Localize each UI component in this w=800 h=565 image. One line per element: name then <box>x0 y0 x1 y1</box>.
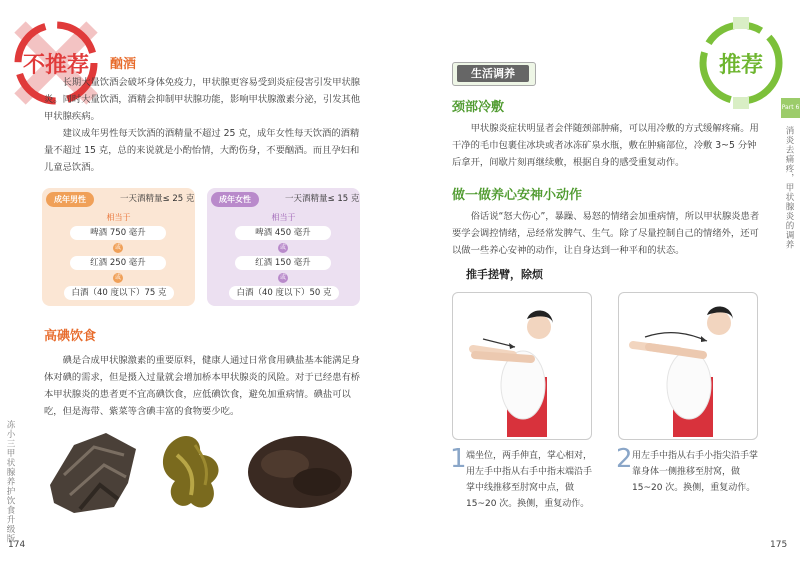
female-row-spirits: 白酒（40 度以下）50 克 <box>229 286 339 300</box>
heading-cold-compress: 颈部冷敷 <box>452 100 505 115</box>
badge-label: 推荐 <box>718 53 763 78</box>
male-row-beer: 啤酒 750 毫升 <box>70 226 166 240</box>
cold-compress-paragraph: 甲状腺炎症状明显者会伴随颈部肿痛，可以用冷敷的方式缓解疼痛。用干净的毛巾包裹住冰块或者冰冻矿泉水瓶，敷在肿痛部位，冷敷 3~5 分钟后拿开，间歇片刻再继续敷，根据自身的感受重复动作。 <box>452 123 759 168</box>
female-alcohol-card <box>207 188 360 306</box>
left-side-text: 冻小三甲状腺养护饮食升级版 <box>5 420 15 544</box>
badge-label: 不推荐 <box>22 53 89 78</box>
part-tab <box>781 98 800 118</box>
female-limit: 一天酒精量≤ 15 克 <box>285 194 360 204</box>
left-page-number: 174 <box>8 540 26 550</box>
female-row-wine: 红酒 150 毫升 <box>235 256 331 270</box>
male-row-wine: 红酒 250 毫升 <box>70 256 166 270</box>
recommended-badge <box>693 15 789 111</box>
right-page <box>400 0 800 565</box>
alcohol-paragraph-2: 建议成年男性每天饮酒的酒精量不超过 25 克，成年女性每天饮酒的酒精量不超过 15 克，总的来说就是小酌怡情，大酌伤身，不要酗酒。而且孕妇和儿童忌饮酒。 <box>44 128 360 173</box>
male-or-2: 或 <box>114 274 121 281</box>
female-or-1: 或 <box>279 244 286 251</box>
heading-iodine: 高碘饮食 <box>44 329 97 344</box>
female-or-2: 或 <box>279 274 286 281</box>
step-1-number: 1 <box>450 444 467 474</box>
kelp-dried-image <box>44 425 144 517</box>
heading-alcohol: 酗酒 <box>110 57 137 72</box>
male-or-1: 或 <box>114 244 121 251</box>
right-page-number: 175 <box>770 540 788 550</box>
female-equiv: 相当于 <box>271 213 296 222</box>
section-label <box>452 62 536 86</box>
exercise-photo-2 <box>618 292 758 440</box>
alcohol-paragraph-1: 长期大量饮酒会破坏身体免疫力，甲状腺更容易受到炎症侵害引发甲状腺炎。同时大量饮酒，酒精会抑制甲状腺功能，影响甲状腺激素分泌，引发其他甲状腺疾病。 <box>44 77 361 122</box>
male-tag: 成年男性 <box>46 192 94 207</box>
male-limit: 一天酒精量≤ 25 克 <box>120 194 195 204</box>
step-1-text: 端坐位，两手伸直，掌心相对，用左手中指从右手中指末端沿手掌中线推移至肘窝中点，做 15~20 次。换侧，重复动作。 <box>466 451 593 509</box>
iodine-paragraph: 碘是合成甲状腺激素的重要原料，健康人通过日常食用碘盐基本能满足身体对碘的需求，但是摄入过量就会增加桥本甲状腺炎的风险。对于已经患有桥本甲状腺炎的患者更不宜高碘饮食，应低碘饮食，避免加重病情。碘盐可以吃，但是海带、紫菜等含碘丰富的食物要少吃。 <box>44 355 361 417</box>
exercise-title: 推手搓臂，除烦 <box>466 268 543 281</box>
male-alcohol-card <box>42 188 195 306</box>
heading-calm-exercise: 做一做养心安神小动作 <box>452 188 583 203</box>
step-2-text: 用左手中指从右手小指尖沿手掌靠身体一侧推移至肘窝，做 15~20 次。换侧，重复动作。 <box>632 451 759 493</box>
exercise-photo-1 <box>452 292 592 440</box>
step-2-number: 2 <box>616 444 633 474</box>
calm-exercise-paragraph: 俗话说“怒大伤心”，暴躁、易怒的情绪会加重病情，所以甲状腺炎患者要学会调控情绪，忌经常发脾气、生气。除了尽量控制自己的情绪外，还可以做一些养心安神的动作，让自身达到一种平和的状态。 <box>452 211 760 256</box>
part-label: Part 6 <box>781 104 800 111</box>
female-tag: 成年女性 <box>211 192 259 207</box>
section-title: 生活调养 <box>457 65 529 82</box>
kelp-wet-image <box>155 425 235 517</box>
male-equiv: 相当于 <box>106 213 131 222</box>
female-row-beer: 啤酒 450 毫升 <box>235 226 331 240</box>
male-row-spirits: 白酒（40 度以下）75 克 <box>64 286 174 300</box>
right-side-text: 消炎去痛疼，甲状腺炎的调养 <box>784 126 794 250</box>
laver-image <box>245 430 355 512</box>
